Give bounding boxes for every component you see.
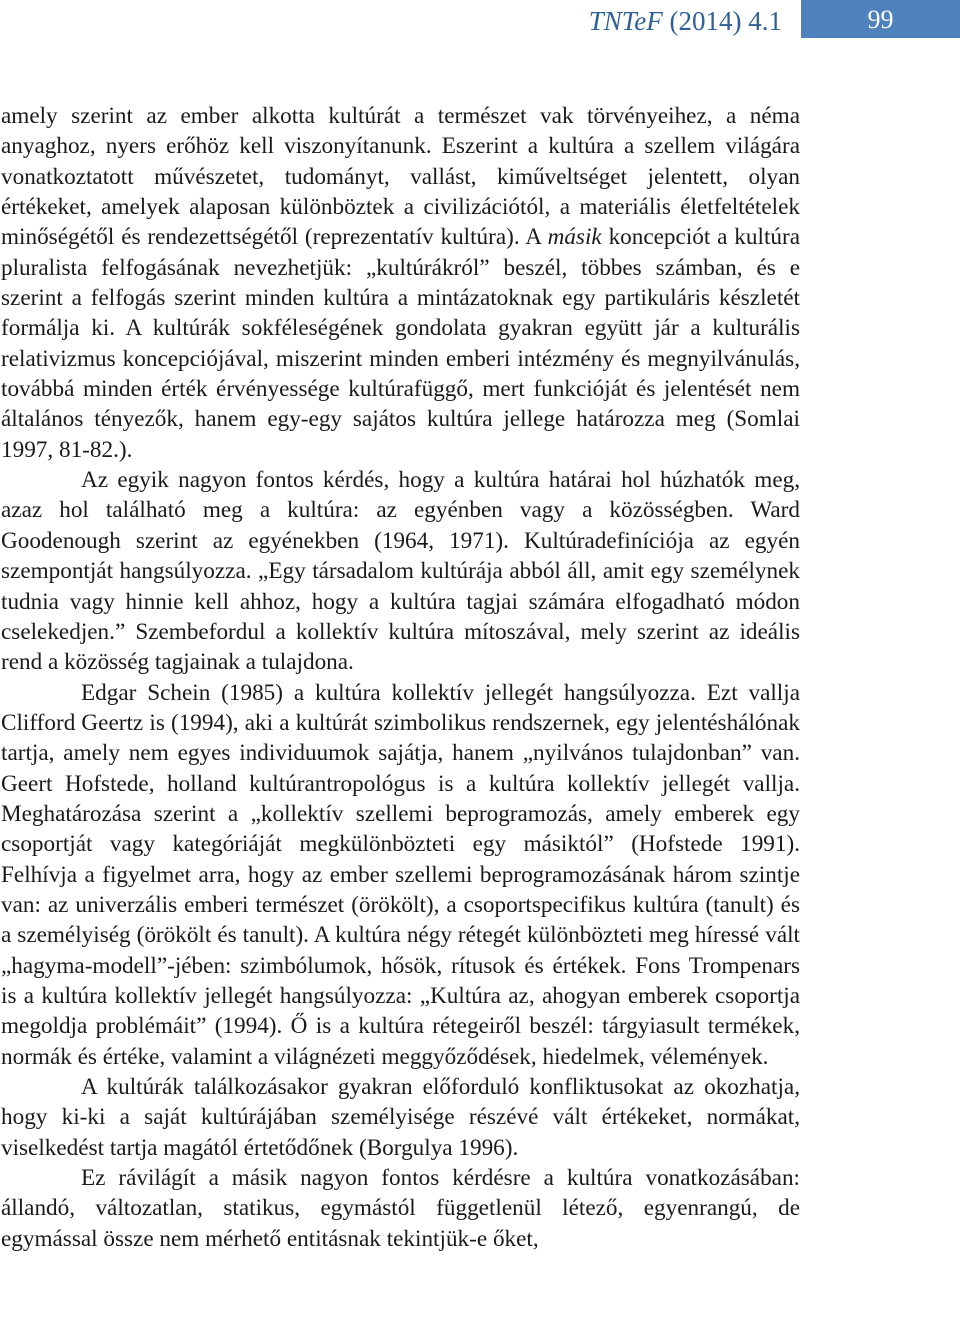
paragraph-5: Ez rávilágít a másik nagyon fontos kérdésre a kultúra vonatkozásában: állandó, változatlan, statikus, egymástól függetlenül létező, egyenrangú, de egymással össze nem mérhető entitásnak tekintjük-e őket, [1,1165,800,1252]
paragraph-2: Az egyik nagyon fontos kérdés, hogy a kultúra határai hol húzhatók meg, azaz hol található meg a kultúra: az egyénben vagy a közösségben. Ward Goodenough szerint az egyénekben (1964, 1971). Kultúradefiníciója az egyén szempontját hangsúlyozza. „Egy társadalom kultúrája abból áll, amit egy személynek tudnia vagy hinnie kell ahhoz, hogy a kultúra tagjai számára elfogadható módon cselekedjen.” Szembefordul a kollektív kultúra mítoszával, mely szerint az ideális rend a közösség tagjainak a tulajdona. [1,467,800,676]
journal-volume: (2014) 4.1 [669,6,782,36]
paragraph-4: A kultúrák találkozásakor gyakran előforduló konfliktusokat az okozhatja, hogy ki-ki a saját kultúrájában személyisége részévé vált értékeket, normákat, viselkedést tartja magától értetődőnek (Borgulya 1996). [1,1074,800,1161]
page-number: 99 [801,0,960,38]
running-head [589,5,782,37]
paragraph-3: Edgar Schein (1985) a kultúra kollektív jellegét hangsúlyozza. Ezt vallja Clifford Geertz is (1994), aki a kultúrát szimbolikus rendszernek, egy jelentéshálónak tartja, amely nem egyes individuumok sajátja, hanem „nyilvános tulajdonban” van. Geert Hofstede, holland kultúrantropológus is a kultúra kollektív jellegét vallja. Meghatározása szerint a „kollektív szellemi beprogramozás, amely emberek egy csoportját vagy kategóriáját megkülönbözteti egy másiktól” (Hofstede 1991). Felhívja a figyelmet arra, hogy az ember szellemi beprogramozásának három szintje van: az univerzális emberi természet (örökölt), a csoportspecifikus kultúra (tanult) és a személyiség (örökölt és tanult). A kultúra négy rétegét különbözteti meg híressé vált „hagyma-modell”-jében: szimbólumok, hősök, rítusok és értékek. Fons Trompenars is a kultúra kollektív jellegét hangsúlyozza: „Kultúra az, ahogyan emberek csoportja megoldja problémáit” (1994). Ő is a kultúra rétegeiről beszél: tárgyiasult termékek, normák és értéke, valamint a világnézeti meggyőződések, hiedelmek, vélemények. [1,679,800,1070]
paragraph-1-part-a: amely szerint az ember alkotta kultúrát a természet vak törvényeihez, a néma anyaghoz, nyers erőhöz kell viszonyítanunk. Eszerint a kultúra a szellem világára vonatkoztatott művészetet, tudományt, vallást, kiműveltséget jelentett, olyan értékeket, amelyek alaposan különböztek a civilizációtól, a materiális életfeltételek minőségétől és rendezettségétől (reprezentatív kultúra). A [1,103,800,251]
article-body [1,101,800,1254]
paragraph-1 [1,101,800,465]
page-header [0,0,960,40]
journal-name: TNTeF [588,6,663,36]
paragraph-1-part-b: koncepciót a kultúra pluralista felfogásának nevezhetjük: „kultúrákról” beszél, többes számban, és e szerint a felfogás szerint minden kultúra a mintázatoknak egy partikuláris készletét formálja ki. A kultúrák sokféleségének gondolata gyakran együtt jár a kulturális relativizmus koncepciójával, miszerint minden emberi intézmény és megnyilvánulás, továbbá minden érték érvényessége kultúrafüggő, mert funkcióját és jelentését nem általános tényezők, hanem egy-egy sajátos kultúra jellege határozza meg (Somlai 1997, 81-82.). [1,224,800,463]
emphasis-masik: másik [547,224,602,251]
